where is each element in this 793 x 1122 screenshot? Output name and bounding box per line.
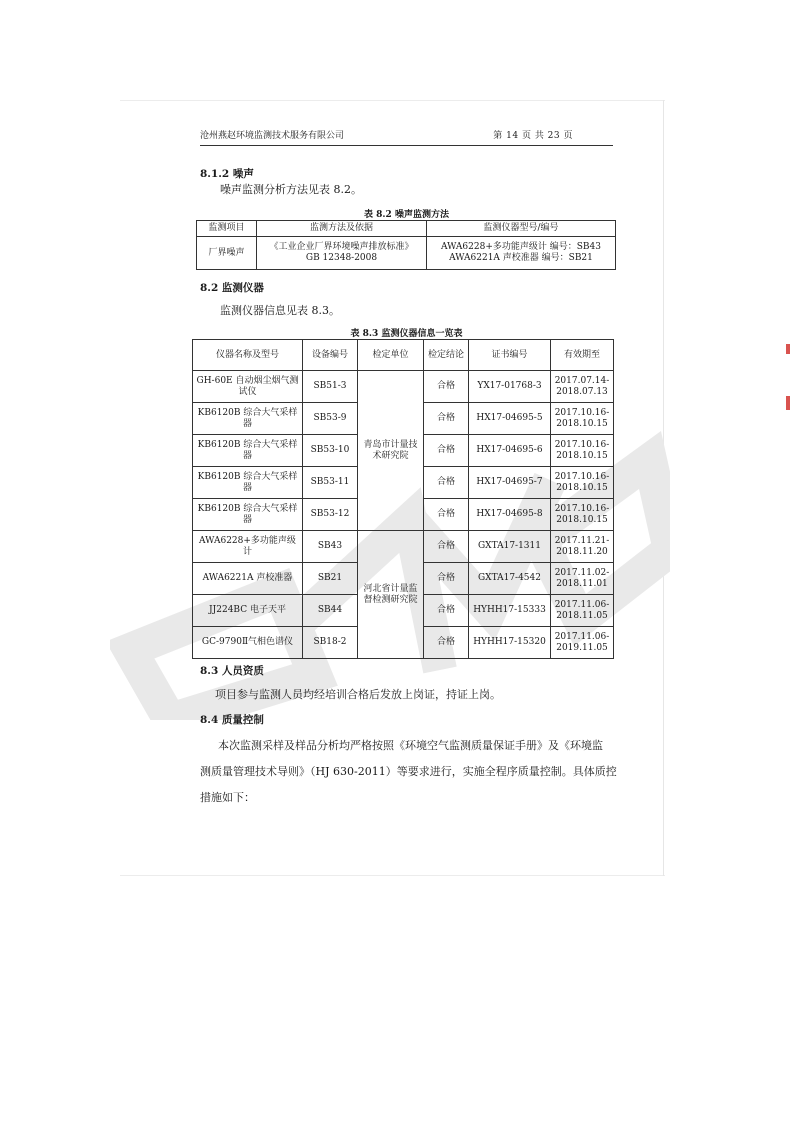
table-header: 有效期至 — [551, 340, 614, 371]
margin-mark — [786, 344, 790, 354]
section-heading-8-4: 8.4 质量控制 — [200, 714, 264, 726]
valid-until: 2017.11.06-2019.11.05 — [551, 627, 614, 659]
device-id: SB44 — [303, 595, 358, 627]
section-text-8-3: 项目参与监测人员均经培训合格后发放上岗证，持证上岗。 — [215, 688, 501, 701]
device-id: SB53-10 — [303, 435, 358, 467]
valid-until: 2017.10.16-2018.10.15 — [551, 435, 614, 467]
margin-mark — [786, 396, 790, 410]
instrument-name: KB6120B 综合大气采样器 — [193, 467, 303, 499]
device-id: SB18-2 — [303, 627, 358, 659]
calibration-result: 合格 — [424, 371, 469, 403]
section-heading-8-3: 8.3 人员资质 — [200, 665, 264, 677]
table-cell: 厂界噪声 — [197, 237, 257, 270]
table-8-3-caption: 表 8.3 监测仪器信息一览表 — [350, 329, 463, 339]
table-header: 检定结论 — [424, 340, 469, 371]
method-name: 《工业企业厂界环境噪声排放标准》 — [269, 242, 414, 252]
instrument-line: AWA6228+多功能声级计 编号：SB43 — [441, 242, 601, 252]
page-edge-top — [120, 100, 665, 101]
calibration-result: 合格 — [424, 531, 469, 563]
calibration-result: 合格 — [424, 499, 469, 531]
table-header: 监测方法及依据 — [257, 221, 427, 237]
instrument-name: KB6120B 综合大气采样器 — [193, 435, 303, 467]
table-cell — [427, 237, 616, 270]
section-text-8-4-line: 测质量管理技术导则》（HJ 630-2011）等要求进行，实施全程序质量控制。具体质控 — [200, 765, 617, 778]
table-row — [197, 237, 616, 270]
valid-until: 2017.10.16-2018.10.15 — [551, 499, 614, 531]
table-8-2 — [196, 220, 616, 270]
section-text-8-4-line: 措施如下： — [200, 791, 255, 804]
table-cell — [257, 237, 427, 270]
valid-until: 2017.11.06-2018.11.05 — [551, 595, 614, 627]
calibration-result: 合格 — [424, 595, 469, 627]
table-header: 检定单位 — [358, 340, 424, 371]
certificate-number: HX17-04695-6 — [469, 435, 551, 467]
table-header: 监测仪器型号/编号 — [427, 221, 616, 237]
instrument-name: JJ224BC 电子天平 — [193, 595, 303, 627]
section-text-8-1-2: 噪声监测分析方法见表 8.2。 — [220, 183, 362, 196]
calibration-result: 合格 — [424, 435, 469, 467]
table-8-2-caption: 表 8.2 噪声监测方法 — [364, 210, 449, 220]
calibration-result: 合格 — [424, 467, 469, 499]
certificate-number: HYHH17-15333 — [469, 595, 551, 627]
calibration-result: 合格 — [424, 563, 469, 595]
certificate-number: GXTA17-1311 — [469, 531, 551, 563]
device-id: SB53-11 — [303, 467, 358, 499]
instrument-name: GH-60E 自动烟尘烟气测试仪 — [193, 371, 303, 403]
table-row — [193, 531, 614, 563]
calibration-result: 合格 — [424, 627, 469, 659]
page-number: 第 14 页 共 23 页 — [493, 131, 573, 141]
table-row — [193, 371, 614, 403]
valid-until: 2017.11.21-2018.11.20 — [551, 531, 614, 563]
page-edge-bottom — [120, 875, 665, 876]
table-header: 证书编号 — [469, 340, 551, 371]
page-edge-right — [663, 100, 664, 876]
valid-until: 2017.11.02-2018.11.01 — [551, 563, 614, 595]
valid-until: 2017.07.14-2018.07.13 — [551, 371, 614, 403]
table-header: 监测项目 — [197, 221, 257, 237]
valid-until: 2017.10.16-2018.10.15 — [551, 403, 614, 435]
section-heading-8-2: 8.2 监测仪器 — [200, 282, 264, 294]
certificate-number: HX17-04695-7 — [469, 467, 551, 499]
valid-until: 2017.10.16-2018.10.15 — [551, 467, 614, 499]
instrument-name: AWA6228+多功能声级计 — [193, 531, 303, 563]
instrument-name: KB6120B 综合大气采样器 — [193, 499, 303, 531]
method-code: GB 12348-2008 — [305, 253, 378, 263]
device-id: SB43 — [303, 531, 358, 563]
section-text-8-4-line: 本次监测采样及样品分析均严格按照《环境空气监测质量保证手册》及《环境监 — [218, 739, 603, 752]
certificate-number: YX17-01768-3 — [469, 371, 551, 403]
section-text-8-2: 监测仪器信息见表 8.3。 — [220, 304, 340, 317]
instrument-name: AWA6221A 声校准器 — [193, 563, 303, 595]
section-heading-8-1-2: 8.1.2 噪声 — [200, 168, 254, 180]
page-header — [200, 129, 613, 146]
device-id: SB21 — [303, 563, 358, 595]
calibration-result: 合格 — [424, 403, 469, 435]
calibration-unit: 河北省计量监督检测研究院 — [358, 531, 424, 659]
instrument-line: AWA6221A 声校准器 编号：SB21 — [449, 253, 593, 263]
table-header: 仪器名称及型号 — [193, 340, 303, 371]
certificate-number: HX17-04695-5 — [469, 403, 551, 435]
calibration-unit: 青岛市计量技术研究院 — [358, 371, 424, 531]
device-id: SB53-9 — [303, 403, 358, 435]
device-id: SB53-12 — [303, 499, 358, 531]
company-name: 沧州燕赵环境监测技术服务有限公司 — [200, 131, 345, 141]
instrument-name: GC-9790Ⅱ气相色谱仪 — [193, 627, 303, 659]
certificate-number: GXTA17-4542 — [469, 563, 551, 595]
table-8-3 — [192, 339, 614, 659]
certificate-number: HX17-04695-8 — [469, 499, 551, 531]
table-header: 设备编号 — [303, 340, 358, 371]
certificate-number: HYHH17-15320 — [469, 627, 551, 659]
instrument-name: KB6120B 综合大气采样器 — [193, 403, 303, 435]
device-id: SB51-3 — [303, 371, 358, 403]
